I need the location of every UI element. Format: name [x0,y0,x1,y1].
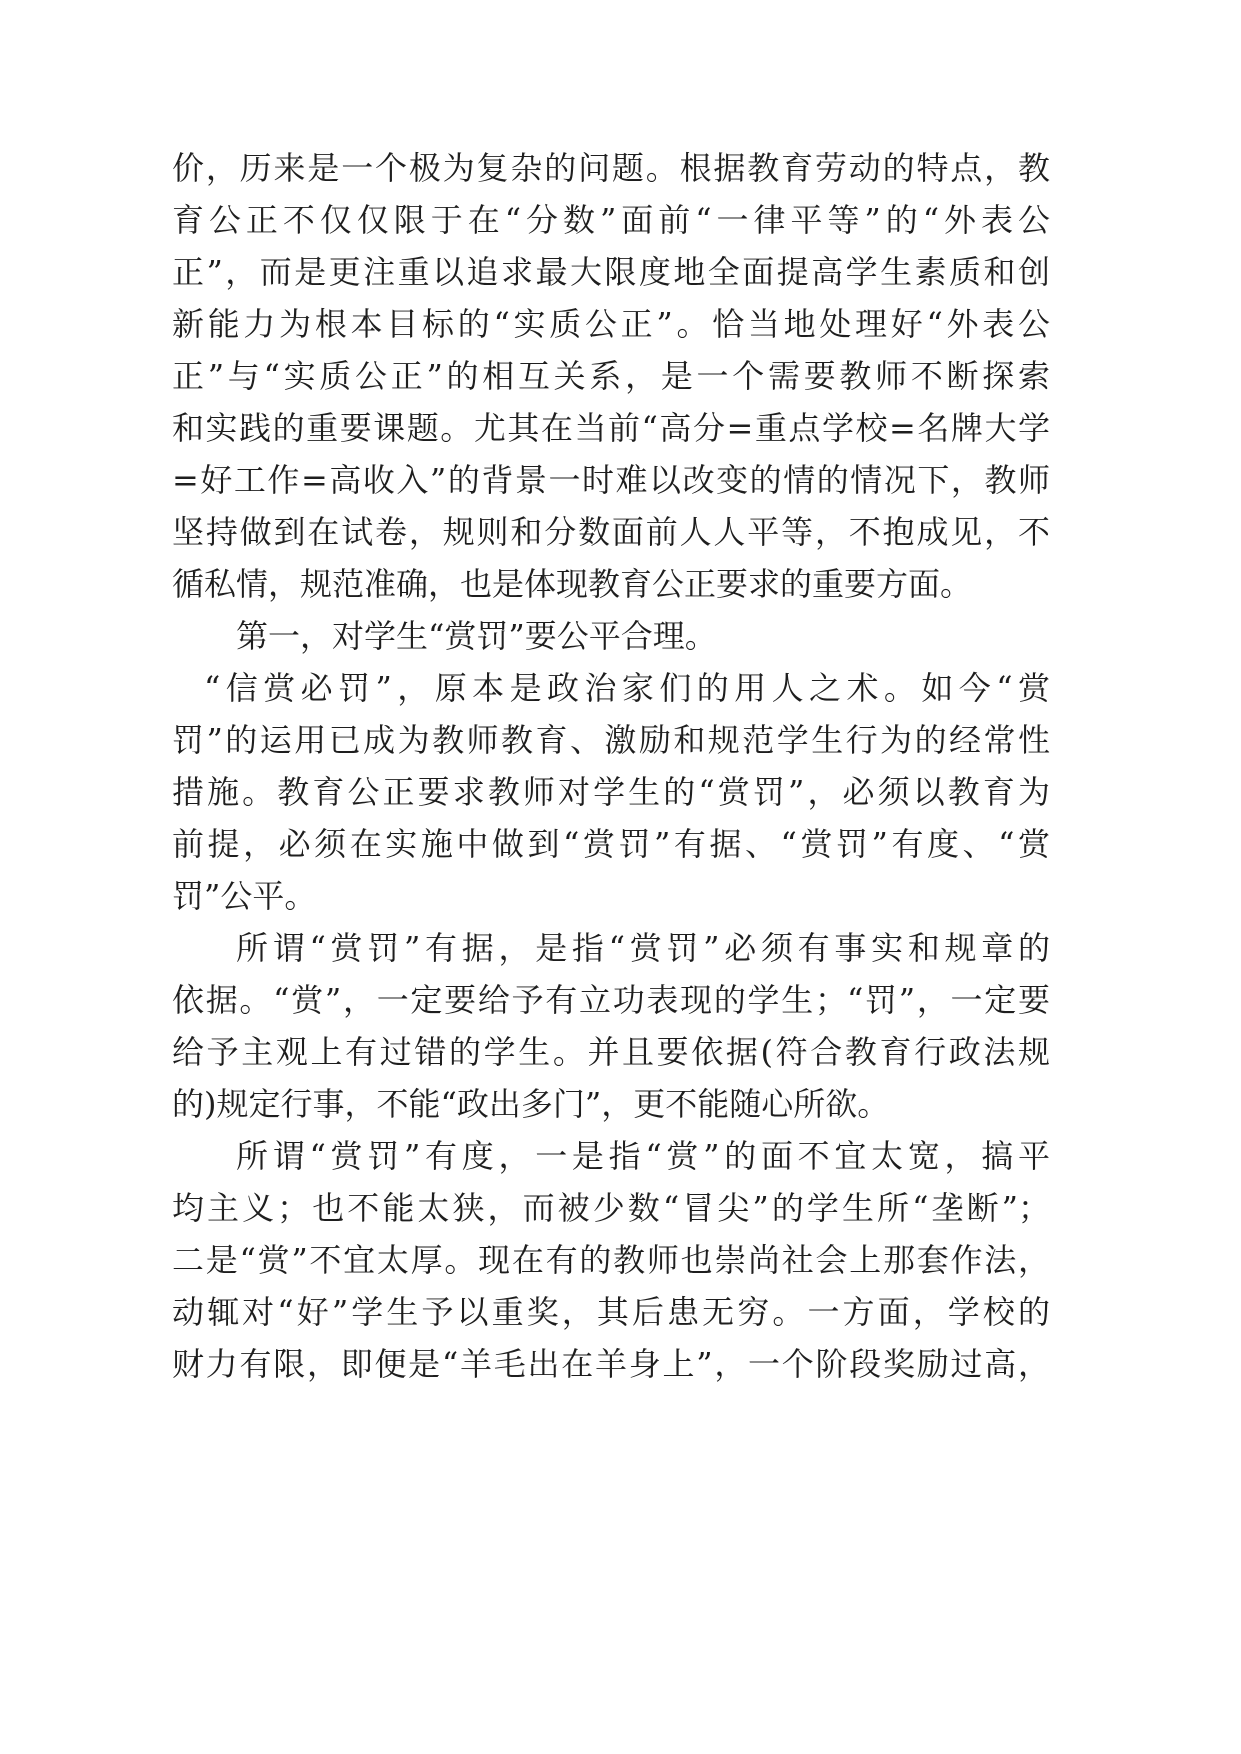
text-line: 均主义；也不能太狭，而被少数“冒尖”的学生所“垄断”； [172,1189,1050,1227]
text-line: 所谓“赏罚”有度，一是指“赏”的面不宜太宽，搞平 [236,1137,1050,1175]
text-line: 二是“赏”不宜太厚。现在有的教师也崇尚社会上那套作法， [172,1241,1050,1279]
text-line: 罚”公平。 [172,877,317,915]
text-line: 措施。教育公正要求教师对学生的“赏罚”，必须以教育为 [172,773,1050,811]
text-line: 价，历来是一个极为复杂的问题。根据教育劳动的特点，教 [172,149,1050,187]
text-line: 新能力为根本目标的“实质公正”。恰当地处理好“外表公 [172,305,1050,343]
text-line: 罚”的运用已成为教师教育、激励和规范学生行为的经常性 [172,721,1050,759]
text-line: 给予主观上有过错的学生。并且要依据(符合教育行政法规 [172,1033,1050,1071]
text-line: 坚持做到在试卷，规则和分数面前人人平等，不抱成见，不 [172,513,1050,551]
text-line: 前提，必须在实施中做到“赏罚”有据、“赏罚”有度、“赏 [172,825,1050,863]
section-heading: 第一，对学生“赏罚”要公平合理。 [236,617,717,655]
text-line: 动辄对“好”学生予以重奖，其后患无穷。一方面，学校的 [172,1293,1050,1331]
text-line: 正”，而是更注重以追求最大限度地全面提高学生素质和创 [172,253,1050,291]
text-line: 的)规定行事，不能“政出多门”，更不能随心所欲。 [172,1085,890,1123]
text-line: 循私情，规范准确，也是体现教育公正要求的重要方面。 [172,565,973,603]
text-line: =好工作=高收入”的背景一时难以改变的情的情况下，教师 [172,461,1050,499]
text-line: 所谓“赏罚”有据，是指“赏罚”必须有事实和规章的 [236,929,1050,967]
text-line: 正”与“实质公正”的相互关系，是一个需要教师不断探索 [172,357,1050,395]
text-line: 和实践的重要课题。尤其在当前“高分=重点学校=名牌大学 [172,409,1050,447]
document-body [172,142,1050,1390]
text-line: “信赏必罚”，原本是政治家们的用人之术。如今“赏 [204,669,1050,707]
text-line: 依据。“赏”，一定要给予有立功表现的学生；“罚”，一定要 [172,981,1050,1019]
text-line: 育公正不仅仅限于在“分数”面前“一律平等”的“外表公 [172,201,1050,239]
text-line: 财力有限，即便是“羊毛出在羊身上”，一个阶段奖励过高， [172,1345,1050,1383]
